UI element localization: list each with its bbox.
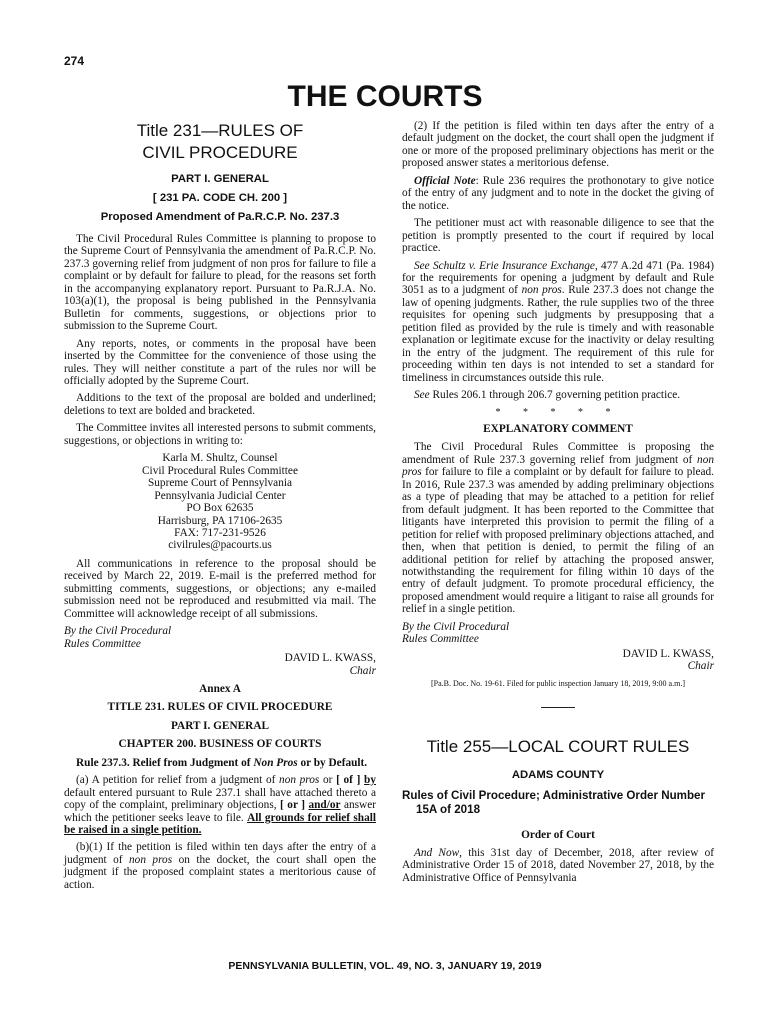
committee-byline: By the Civil Procedural Rules Committee (402, 620, 510, 646)
address-line: FAX: 717-231-9526 (174, 526, 266, 539)
section-masthead: THE COURTS (287, 80, 483, 113)
title-231-heading: Title 231—RULES OF CIVIL PROCEDURE (136, 121, 304, 162)
chair-signature: DAVID L. KWASS, Chair (622, 647, 714, 673)
email-link[interactable]: civilrules@pacourts.us (168, 539, 272, 552)
county-heading: ADAMS COUNTY (511, 768, 605, 781)
divider-rule (541, 707, 575, 708)
added-text: All grounds for relief shall be raised in a single petition. (64, 811, 376, 837)
amendment-heading: Proposed Amendment of Pa.R.C.P. No. 237.3 (100, 211, 340, 223)
address-line: Karla M. Shultz, Counsel (162, 452, 278, 465)
annex-title: TITLE 231. RULES OF CIVIL PROCEDURE (107, 701, 333, 714)
annex-chapter: CHAPTER 200. BUSINESS OF COURTS (118, 738, 322, 751)
bulletin-footer: PENNSYLVANIA BULLETIN, VOL. 49, NO. 3, JANUARY 19, 2019 (228, 960, 542, 972)
order-heading: Order of Court (521, 828, 595, 841)
explanatory-paragraph: The Civil Procedural Rules Committee is proposing the amendment of Rule 237.3 governing relief from judgment of non pros for failure to file a complaint or by default for failure to plead. In 2016, Rule 237.3 was amended by adding preliminary objections as a type of pleading that may be attached to a petition for relief from default judgment. It has been reported to the Committee that litigants have interpreted this provision to permit the filing of a petition for relief with proposed preliminary objections attached, and then, when that petition is denied, to permit the filing of an additional petition for relief by attaching the proposed answer, notwithstanding the requirement for filing within 10 days of the entry of default judgment. To promote procedural efficiency, the proposed amendment would require a litigant to raise all grounds for relief in a single petition. (402, 441, 714, 616)
rule-subsection-a: (a) A petition for relief from a judgment of non pros or [ of ] by default entered pursuant to Rule 237.1 shall have attached thereto a copy of the complaint, preliminary objections, [ or ] and/or answer which the petitioner seeks leave to file. All grounds for relief shall be raised in a single petition. (64, 774, 376, 837)
order-paragraph: And Now, this 31st day of December, 2018, after review of Administrative Order 15 of 2018, dated November 27, 2018, by the Administrative Office of Pennsylvania (402, 847, 714, 884)
added-text: and/or (308, 799, 341, 812)
chair-signature: DAVID L. KWASS, Chair (284, 652, 376, 677)
rule-subsection-b2: (2) If the petition is filed within ten days after the entry of a default judgment on the docket, the court shall open the judgment if one or more of the proposed preliminary objections has merit or the proposed answer states a meritorious defense. (402, 120, 714, 170)
official-note: Official Note: Rule 236 requires the prothonotary to give notice of the entry of any judgment and to note in the docket the giving of the notice. (402, 174, 714, 212)
right-column (402, 120, 714, 889)
address-line: Civil Procedural Rules Committee (142, 464, 298, 477)
committee-byline: By the Civil Procedural Rules Committee (64, 625, 172, 650)
deleted-text: [ of ] (336, 774, 361, 787)
address-line: Pennsylvania Judicial Center (154, 489, 286, 502)
part-heading: PART I. GENERAL (171, 173, 269, 185)
invite-paragraph: The Committee invites all interested persons to submit comments, suggestions, or objections in writing to: (64, 422, 376, 447)
see-rules-paragraph: See Rules 206.1 through 206.7 governing petition practice. (414, 389, 681, 402)
deleted-text: [ or ] (280, 799, 305, 812)
address-line: Supreme Court of Pennsylvania (147, 477, 292, 490)
schultz-paragraph: See Schultz v. Erie Insurance Exchange, 477 A.2d 471 (Pa. 1984) for the requirements for opening a judgment by default and Rule 3051 as to a judgment of non pros. Rule 237.3 does not change the law of opening judgments. Rather, the rule supplies two of the three requisites for opening such judgments by presupposing that a petition filed as provided by the rule is timely and with reasonable explanation or legitimate excuse for the inactivity or delay resulting in the entry of the judgment. The requirement of this rule for proceeding within ten days is not intended to set a standard for timeliness in circumstances outside this rule. (402, 259, 715, 384)
notes-paragraph: Any reports, notes, or comments in the proposal have been inserted by the Committee for the convenience of those using the rules. They will neither constitute a part of the rules nor will be officially adopted by the Supreme Court. (64, 337, 376, 387)
page-number: 274 (64, 54, 85, 68)
rule-heading: Rule 237.3. Relief from Judgment of Non Pros or by Default. (76, 756, 368, 769)
left-column (64, 120, 376, 896)
code-heading: [ 231 PA. CODE CH. 200 ] (152, 192, 288, 204)
intro-paragraph: The Civil Procedural Rules Committee is planning to propose to the Supreme Court of Pennsylvania the amendment of Pa.R.C.P. No. 237.3 governing relief from judgment of non pros for failure to file a complaint or by default for failure to plead, for the reasons set forth in the accompanying explanatory report. Pursuant to Pa.R.J.A. No. 103(a)(1), the proposal is being published in the Pennsylvania Bulletin for comments, suggestions, or objections prior to submission to the Supreme Court. (64, 233, 376, 333)
section-break-stars: * * * * * (495, 406, 621, 418)
additions-paragraph: Additions to the text of the proposal are bolded and underlined; deletions to text are bolded and bracketed. (64, 392, 376, 417)
address-line: PO Box 62635 (186, 502, 254, 515)
explanatory-heading: EXPLANATORY COMMENT (483, 422, 633, 435)
rules-order-heading: Rules of Civil Procedure; Administrative Order Number 15A of 2018 (402, 788, 706, 816)
address-line: Harrisburg, PA 17106-2635 (157, 514, 283, 527)
communications-paragraph: All communications in reference to the proposal should be received by March 22, 2019. E-mail is the preferred method for submitting comments, suggestions, or objections; any e-mailed submission need not be reproduced and resubmitted via mail. The Committee will acknowledge receipt of all submissions. (64, 557, 376, 620)
diligence-paragraph: The petitioner must act with reasonable diligence to see that the petition is promptly presented to the court if required by local practice. (402, 217, 714, 255)
title-255-heading: Title 255—LOCAL COURT RULES (426, 736, 690, 756)
added-text: by (364, 774, 376, 787)
doc-filing-note: [Pa.B. Doc. No. 19-61. Filed for public inspection January 18, 2019, 9:00 a.m.] (431, 678, 685, 688)
annex-part: PART I. GENERAL (170, 719, 270, 732)
contact-address (64, 452, 376, 552)
annex-heading: Annex A (199, 682, 241, 695)
rule-subsection-b1: (b)(1) If the petition is filed within ten days after the entry of a judgment of non pros on the docket, the court shall open the judgment if the proposed complaint states a meritorious cause of action. (64, 841, 376, 891)
